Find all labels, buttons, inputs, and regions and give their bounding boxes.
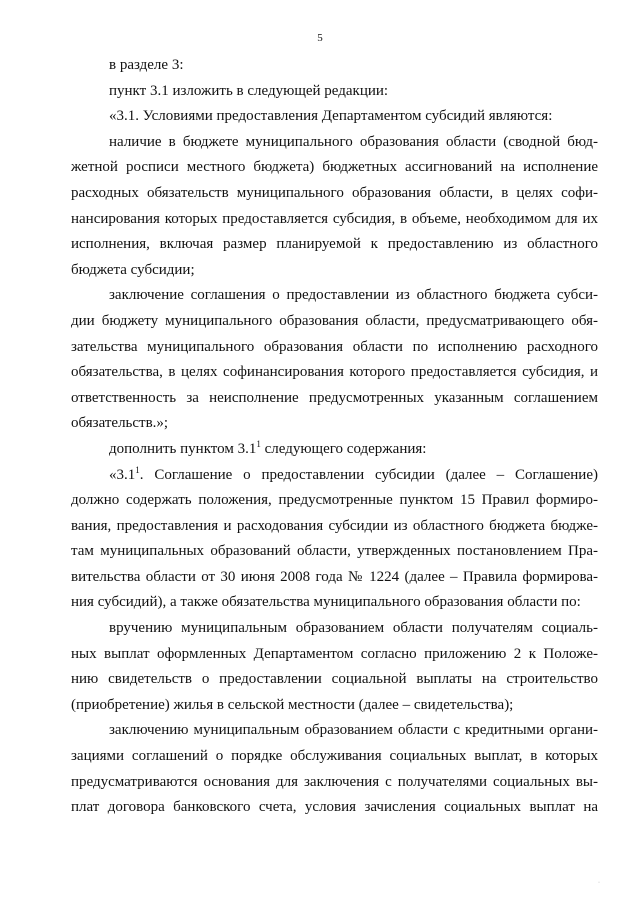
text-line: дии бюджету муниципального образования области, предусматривающего обя- [71, 312, 598, 329]
text-line: плат договора банковского счета, условия зачисления социальных выплат на [71, 799, 598, 816]
text-line: (приобретение) жилья в сельской местности (далее – свидетельства); [71, 696, 514, 713]
scan-mark: · [598, 880, 600, 886]
text-line: исполнения, включая размер планируемой к предоставлению из областного [71, 236, 598, 253]
text-line: наличие в бюджете муниципального образования области (сводной бюд- [109, 133, 598, 150]
text-line: бюджета субсидии; [71, 261, 195, 278]
text-line: дополнить пунктом $3.1^1$ следующего содержания: [109, 438, 427, 457]
page-number: 5 [317, 32, 323, 44]
document-body [71, 53, 598, 821]
text-line: обязательства, в целях софинансирования которого предоставляется субсидия, и [71, 364, 598, 381]
superscript: 1 [135, 464, 140, 475]
superscript: 1 [256, 438, 261, 449]
text-line: в разделе 3: [109, 57, 184, 73]
text-line: «3.1. Условиями предоставления Департаментом субсидий являются: [109, 108, 553, 125]
text-line: заключению муниципальным образованием области с кредитными органи- [109, 722, 598, 739]
text-line: должно содержать положения, предусмотренные пунктом 15 Правил формиро- [71, 492, 598, 509]
text-line: вручению муниципальным образованием области получателям социаль- [109, 620, 598, 637]
text-line: пункт 3.1 изложить в следующей редакции: [109, 82, 389, 99]
text-line: вительства области от 30 июня 2008 года № 1224 (далее – Правила формирова- [71, 568, 598, 585]
text-line: зательства муниципального образования области по исполнению расходного [71, 338, 598, 355]
text-line: заключение соглашения о предоставлении из областного бюджета субси- [109, 287, 598, 304]
text-line: жетной росписи местного бюджета) бюджетных ассигнований на исполнение [71, 159, 598, 176]
text-line: предусматриваются основания для заключения с получателями социальных вы- [71, 773, 598, 790]
text-line: нансирования которых предоставляется субсидия, в объеме, необходимом для их [71, 210, 598, 227]
text-line: там муниципальных образований области, утвержденных постановлением Пра- [71, 543, 598, 560]
text-line: ния субсидий), а также обязательства муниципального образования области по: [71, 594, 581, 611]
text-line: расходных обязательств муниципального образования области, в целях софи- [71, 184, 598, 201]
text-line: «$3.1^1$. Соглашение о предоставлении субсидии (далее – Соглашение) [109, 464, 598, 483]
text-line: вания, предоставления и расходования субсидии из областного бюджета бюдже- [71, 517, 598, 534]
text-line: нию свидетельств о предоставлении социальной выплаты на строительство [71, 671, 598, 688]
text-line: зациями соглашений о порядке обслуживания социальных выплат, в которых [71, 748, 598, 765]
text-line: ответственность за неисполнение предусмотренных указанным соглашением [71, 389, 598, 406]
text-line: обязательств.»; [71, 415, 169, 432]
text-line: ных выплат оформленных Департаментом согласно приложению 2 к Положе- [71, 645, 598, 662]
